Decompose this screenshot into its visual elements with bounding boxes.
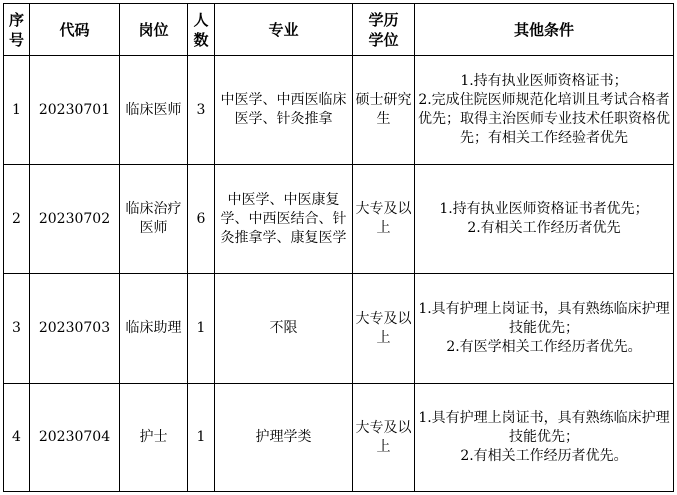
row-code: 20230703: [30, 274, 120, 384]
table-row: [4, 165, 674, 274]
row-code: 20230704: [30, 384, 120, 492]
row-degree: 大专及以上: [353, 274, 415, 384]
row-seq: 4: [4, 384, 30, 492]
row-seq: 2: [4, 165, 30, 274]
row-major: 中医学、中医康复学、中西医结合、针灸推拿学、康复医学: [215, 165, 353, 274]
table-row: [4, 384, 674, 492]
row-position: 临床治疗医师: [120, 165, 188, 274]
header-conditions: 其他条件: [415, 4, 674, 56]
row-conditions: [415, 165, 674, 274]
condition-line: 1.具有护理上岗证书，具有熟练临床护理技能优先；: [418, 410, 670, 445]
condition-line: 2.完成住院医师规范化培训且考试合格者优先；取得主治医师专业技术任职资格优先；有相关工作经验者优先: [418, 92, 670, 146]
condition-line: 2.有相关工作经历者优先: [467, 220, 621, 236]
row-position: 临床医师: [120, 56, 188, 165]
header-count: 人数: [188, 4, 215, 56]
row-major: 不限: [215, 274, 353, 384]
condition-line: 1.持有执业医师资格证书；: [460, 73, 628, 89]
condition-line: 1.持有执业医师资格证书者优先；: [439, 201, 649, 217]
row-conditions: [415, 384, 674, 492]
row-degree: 硕士研究生: [353, 56, 415, 165]
row-code: 20230702: [30, 165, 120, 274]
header-major: 专业: [215, 4, 353, 56]
row-degree: 大专及以上: [353, 165, 415, 274]
row-seq: 3: [4, 274, 30, 384]
row-major: 中医学、中西医临床医学、针灸推拿: [215, 56, 353, 165]
condition-line: 2.有医学相关工作经历者优先。: [446, 339, 642, 355]
row-degree: 大专及以上: [353, 384, 415, 492]
row-code: 20230701: [30, 56, 120, 165]
header-row: [4, 4, 674, 56]
header-position: 岗位: [120, 4, 188, 56]
table-row: [4, 274, 674, 384]
header-code: 代码: [30, 4, 120, 56]
header-seq: 序号: [4, 4, 30, 56]
recruitment-table: [3, 3, 674, 492]
row-count: 1: [188, 274, 215, 384]
condition-line: 1.具有护理上岗证书，具有熟练临床护理技能优先；: [418, 301, 670, 336]
row-count: 1: [188, 384, 215, 492]
row-count: 6: [188, 165, 215, 274]
header-degree: 学历学位: [353, 4, 415, 56]
row-seq: 1: [4, 56, 30, 165]
row-conditions: [415, 274, 674, 384]
row-conditions: [415, 56, 674, 165]
row-position: 临床助理: [120, 274, 188, 384]
table-row: [4, 56, 674, 165]
row-major: 护理学类: [215, 384, 353, 492]
row-count: 3: [188, 56, 215, 165]
condition-line: 2.有相关工作经历者优先。: [460, 448, 628, 464]
row-position: 护士: [120, 384, 188, 492]
